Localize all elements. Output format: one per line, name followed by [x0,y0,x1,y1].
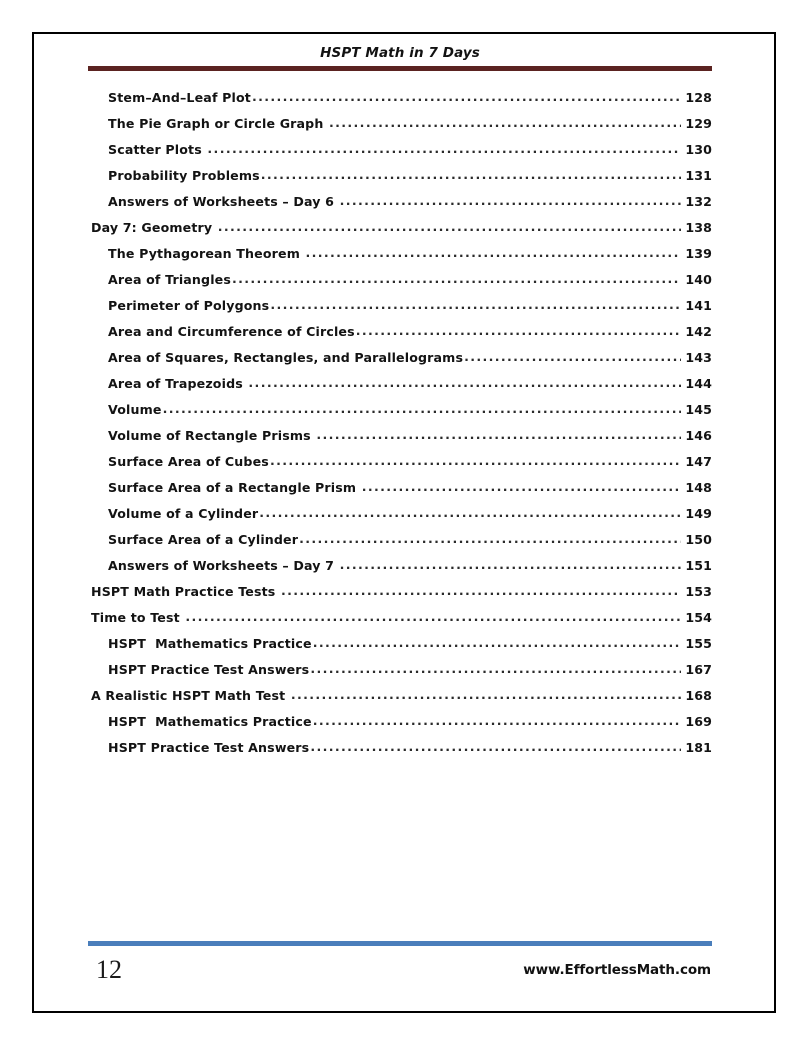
toc-entry-title: Area and Circumference of Circles [108,324,355,339]
footer-page-number: 12 [96,955,122,984]
toc-entry-page-number: 151 [685,558,712,573]
toc-entry-title: HSPT Math Practice Tests [91,584,280,599]
toc-dot-leader [207,142,681,156]
toc-entry[interactable] [88,350,712,376]
footer-divider-rule [88,941,712,946]
toc-entry-title: Answers of Worksheets – Day 6 [108,194,339,209]
toc-entry[interactable] [88,506,712,532]
toc-entry-page-number: 129 [685,116,712,131]
toc-entry[interactable] [88,246,712,272]
toc-entry[interactable] [88,584,712,610]
toc-entry-title: Area of Trapezoids [108,376,248,391]
toc-entry[interactable] [88,480,712,506]
toc-entry-page-number: 143 [685,350,712,365]
toc-dot-leader [310,662,681,676]
toc-dot-leader [310,740,681,754]
toc-dot-leader [313,714,681,728]
toc-entry-title: Scatter Plots [108,142,207,157]
header-divider-rule [88,66,712,71]
toc-entry-title: The Pythagorean Theorem [108,246,305,261]
toc-entry-title: Day 7: Geometry [91,220,217,235]
toc-entry[interactable] [88,610,712,636]
toc-entry-page-number: 142 [685,324,712,339]
toc-entry[interactable] [88,454,712,480]
toc-entry-page-number: 145 [685,402,712,417]
toc-dot-leader [291,688,681,702]
toc-entry[interactable] [88,324,712,350]
toc-entry[interactable] [88,220,712,246]
toc-dot-leader [259,506,681,520]
toc-entry-page-number: 128 [685,90,712,105]
toc-entry-title: Surface Area of a Rectangle Prism [108,480,361,495]
toc-entry[interactable] [88,688,712,714]
toc-dot-leader [356,324,681,338]
toc-dot-leader [232,272,681,286]
toc-dot-leader [270,298,681,312]
toc-entry-title: HSPT Mathematics Practice [108,636,312,651]
toc-entry[interactable] [88,142,712,168]
toc-entry-page-number: 150 [685,532,712,547]
running-footer [88,950,712,990]
page-title: HSPT Math in 7 Days [320,45,480,61]
toc-entry-page-number: 147 [685,454,712,469]
toc-entry-page-number: 155 [685,636,712,651]
toc-dot-leader [163,402,681,416]
toc-entry-title: Answers of Worksheets – Day 7 [108,558,339,573]
toc-entry[interactable] [88,298,712,324]
toc-entry-title: The Pie Graph or Circle Graph [108,116,329,131]
toc-dot-leader [340,558,681,572]
toc-dot-leader [185,610,681,624]
toc-entry-page-number: 148 [685,480,712,495]
toc-dot-leader [362,480,681,494]
toc-entry-title: Time to Test [91,610,185,625]
toc-entry[interactable] [88,714,712,740]
toc-entry-page-number: 146 [685,428,712,443]
toc-dot-leader [306,246,681,260]
toc-entry-page-number: 144 [685,376,712,391]
toc-dot-leader [261,168,681,182]
toc-entry[interactable] [88,376,712,402]
toc-entry-title: HSPT Practice Test Answers [108,740,310,755]
toc-entry[interactable] [88,194,712,220]
toc-entry-page-number: 154 [685,610,712,625]
toc-dot-leader [299,532,681,546]
toc-entry-page-number: 167 [685,662,712,677]
toc-entry-title: Area of Triangles [108,272,232,287]
toc-entry-page-number: 149 [685,506,712,521]
toc-entry-title: HSPT Practice Test Answers [108,662,310,677]
toc-entry-page-number: 141 [685,298,712,313]
footer-website: www.EffortlessMath.com [523,962,711,978]
toc-dot-leader [281,584,681,598]
toc-dot-leader [464,350,681,364]
toc-entry[interactable] [88,740,712,766]
toc-entry-title: Surface Area of Cubes [108,454,269,469]
toc-entry[interactable] [88,272,712,298]
toc-entry-title: Volume [108,402,162,417]
toc-entry-title: A Realistic HSPT Math Test [91,688,290,703]
toc-entry[interactable] [88,662,712,688]
toc-entry[interactable] [88,636,712,662]
toc-entry[interactable] [88,532,712,558]
toc-entry-title: Surface Area of a Cylinder [108,532,299,547]
toc-entry-title: Volume of a Cylinder [108,506,259,521]
toc-entry-page-number: 169 [685,714,712,729]
toc-entry-title: Volume of Rectangle Prisms [108,428,316,443]
toc-dot-leader [270,454,681,468]
toc-entry[interactable] [88,90,712,116]
table-of-contents [88,90,712,766]
toc-entry-title: Stem–And–Leaf Plot [108,90,251,105]
toc-dot-leader [252,90,681,104]
toc-entry[interactable] [88,428,712,454]
toc-dot-leader [329,116,681,130]
toc-dot-leader [248,376,681,390]
toc-entry-title: Perimeter of Polygons [108,298,270,313]
toc-entry[interactable] [88,558,712,584]
toc-entry-page-number: 181 [685,740,712,755]
toc-entry-page-number: 153 [685,584,712,599]
toc-entry-title: Probability Problems [108,168,260,183]
running-header [88,44,712,62]
toc-entry-page-number: 131 [685,168,712,183]
toc-dot-leader [316,428,681,442]
toc-entry-page-number: 140 [685,272,712,287]
toc-entry-title: Area of Squares, Rectangles, and Parallelograms [108,350,464,365]
toc-entry-page-number: 132 [685,194,712,209]
toc-dot-leader [340,194,681,208]
toc-entry[interactable] [88,168,712,194]
toc-entry-page-number: 168 [685,688,712,703]
toc-entry[interactable] [88,402,712,428]
toc-entry-page-number: 138 [685,220,712,235]
toc-entry[interactable] [88,116,712,142]
toc-dot-leader [313,636,681,650]
toc-entry-page-number: 130 [685,142,712,157]
toc-entry-title: HSPT Mathematics Practice [108,714,312,729]
toc-entry-page-number: 139 [685,246,712,261]
toc-dot-leader [218,220,681,234]
